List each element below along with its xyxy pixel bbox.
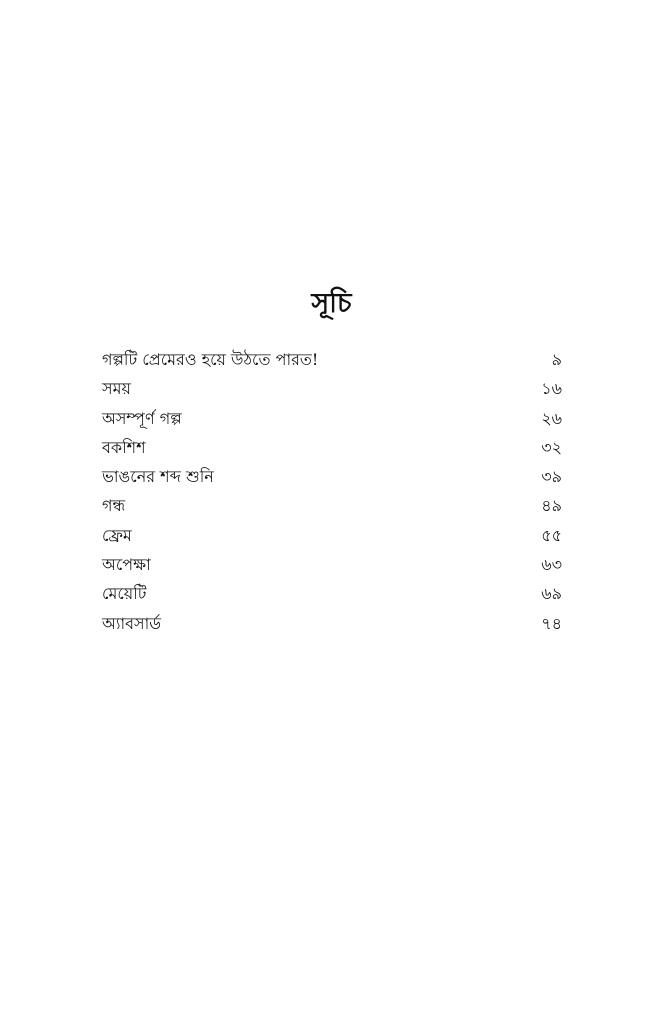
toc-entry [102, 491, 562, 520]
page-title: সূচি [311, 288, 352, 319]
toc-entry [102, 550, 562, 579]
toc-entry [102, 609, 562, 638]
toc-entry-page: ৫৫ [541, 525, 562, 545]
toc-entry-title: বকশিশ [102, 437, 146, 457]
toc-entry [102, 345, 562, 374]
toc-entry-page: ২৬ [541, 408, 562, 428]
toc-entry-page: ৭৪ [541, 613, 562, 633]
toc-entry-title: ভাঙনের শব্দ শুনি [102, 467, 214, 487]
toc-entry-title: অ্যাবসার্ড [102, 613, 162, 633]
toc-entry-title: সময় [102, 379, 131, 399]
toc-entry-page: ৩২ [541, 437, 562, 457]
toc-entry [102, 579, 562, 608]
toc-entry-page: ৬৯ [541, 584, 562, 604]
toc-entry-page: ৩৯ [541, 467, 562, 487]
toc-entry [102, 404, 562, 433]
toc-entry-page: ৪৯ [541, 496, 562, 516]
toc-entry-page: ৯ [551, 350, 562, 369]
toc-entry-title: অপেক্ষা [102, 555, 151, 575]
toc-entry-page: ৬৩ [541, 555, 562, 575]
toc-entry-title: অসম্পূর্ণ গল্প [102, 408, 182, 428]
toc-entry [102, 521, 562, 550]
toc-entry-page: ১৬ [541, 379, 562, 399]
toc-entry [102, 462, 562, 491]
toc-entry [102, 433, 562, 462]
toc-entry-title: ফ্রেম [102, 525, 132, 545]
toc-entry-title: মেয়েটি [102, 584, 147, 604]
toc-entry-title: গল্পটি প্রেমেরও হয়ে উঠতে পারত! [102, 350, 319, 369]
table-of-contents [102, 345, 562, 638]
toc-entry [102, 374, 562, 403]
toc-entry-title: গন্ধ [102, 496, 126, 516]
